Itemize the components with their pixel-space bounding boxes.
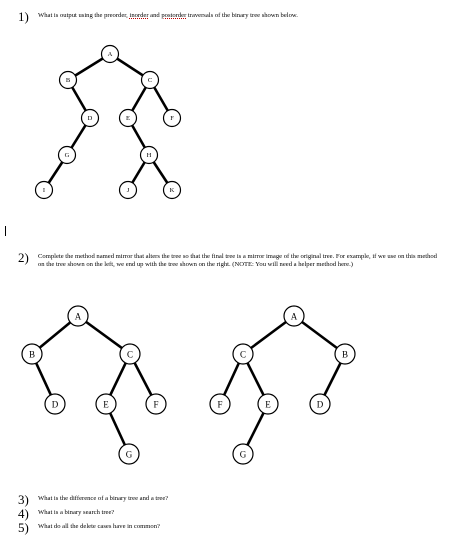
tree1-node-label-J: J — [126, 187, 130, 194]
tree1-node-label-E: E — [126, 115, 130, 122]
question-4-text: What is a binary search tree? — [38, 509, 115, 516]
tree1-node-label-B: B — [65, 77, 71, 84]
question-4-number: 4) — [18, 506, 29, 521]
tree2-node-label-A: A — [74, 311, 82, 322]
tree1-node-label-K: K — [169, 187, 175, 194]
tree1-node-label-A: A — [107, 51, 113, 58]
tree-1-original — [36, 46, 181, 199]
question-1-text-part: and — [148, 12, 162, 19]
tree2-node-label-B: B — [28, 349, 36, 360]
tree3-node-label-G: G — [239, 449, 247, 460]
tree3-node-label-C: C — [239, 349, 247, 360]
tree3-node-label-E: E — [265, 399, 271, 410]
tree1-node-label-D: D — [87, 115, 93, 122]
question-1-text-part: traversals of the binary tree shown below. — [186, 12, 298, 19]
tree1-node-label-I: I — [42, 187, 46, 194]
tree2-node-label-C: C — [126, 349, 134, 360]
tree2-node-label-D: D — [51, 399, 59, 410]
tree1-node-label-C: C — [147, 77, 153, 84]
tree-3-mirrored — [210, 306, 355, 464]
tree3-node-label-A: A — [290, 311, 298, 322]
tree2-node-label-E: E — [103, 399, 109, 410]
tree-2-left — [22, 306, 166, 464]
tree1-node-label-G: G — [64, 152, 70, 159]
question-1-text-part: What is output using the preorder, — [38, 12, 130, 19]
question-1-number: 1) — [18, 9, 29, 24]
question-2-number: 2) — [18, 250, 29, 265]
tree2-node-label-G: G — [125, 449, 133, 460]
tree2-node-label-F: F — [153, 399, 159, 410]
question-2-text: Complete the method named mirror that alters the tree so that the final tree is a mirror image of the original tree. For example, if we use on this method on the tree shown on the left, we end up with the tree shown on the right. (NOTE: You will need a helper method here.) — [38, 253, 437, 268]
question-5-number: 5) — [18, 520, 29, 535]
tree3-node-label-B: B — [341, 349, 349, 360]
tree3-node-label-D: D — [316, 399, 324, 410]
tree1-node-label-F: F — [170, 115, 174, 122]
question-1-word-inorder: inorder — [129, 12, 149, 19]
tree1-node-label-H: H — [146, 152, 152, 159]
question-5-text: What do all the delete cases have in common? — [38, 523, 160, 530]
question-3-number: 3) — [18, 492, 29, 507]
question-1-word-postorder: postorder — [161, 12, 187, 19]
question-3-text: What is the difference of a binary tree and a tree? — [38, 495, 169, 502]
tree3-node-label-F: F — [217, 399, 223, 410]
